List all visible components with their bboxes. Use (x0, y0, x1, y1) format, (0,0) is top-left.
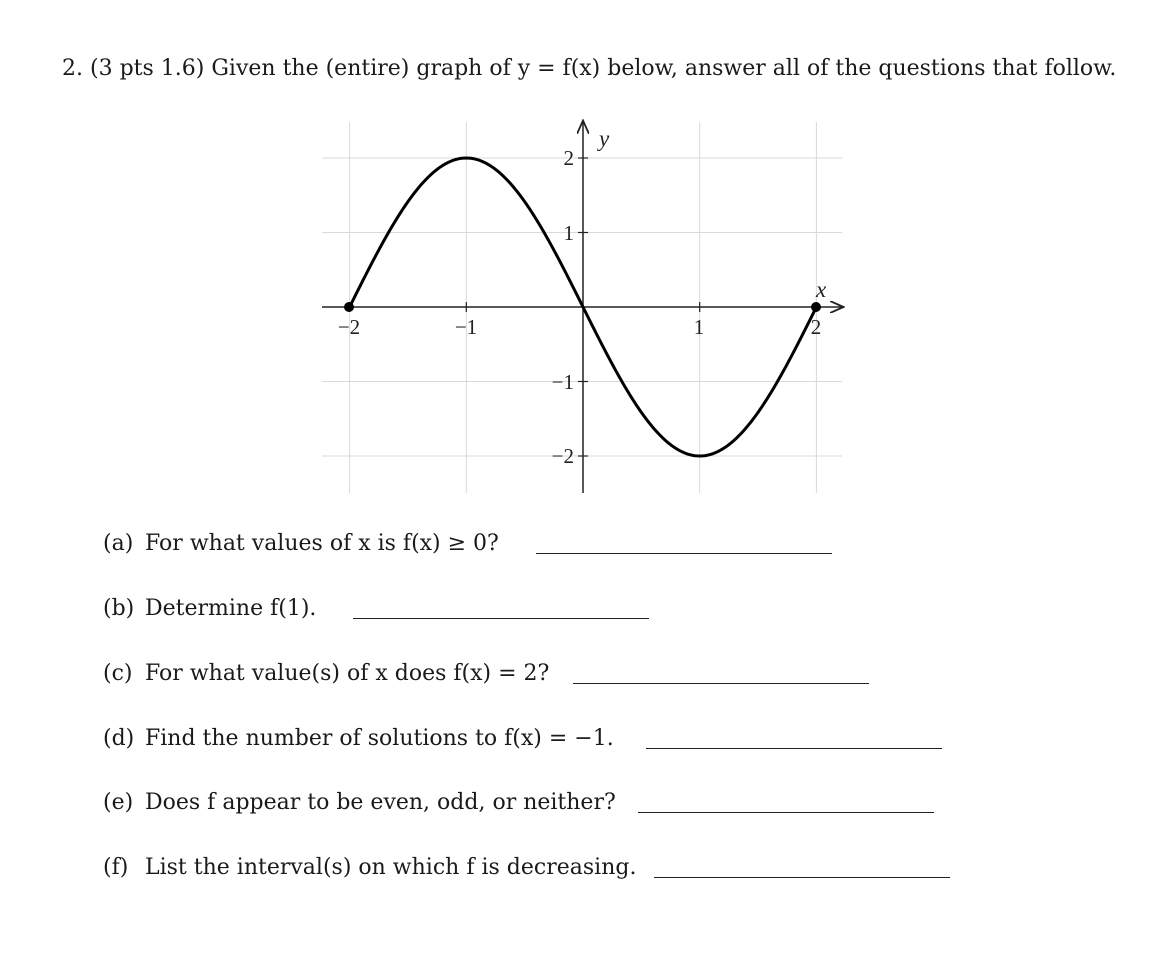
question-label: (c) (103, 661, 133, 686)
question-text: List the interval(s) on which f is decreasing. (145, 855, 637, 880)
x-axis-label: x (816, 277, 827, 302)
question-d (103, 726, 614, 751)
y-tick-label: 1 (563, 221, 574, 245)
y-tick-label: −1 (551, 370, 574, 394)
question-text: Does f appear to be even, odd, or neither? (145, 790, 616, 815)
question-label: (b) (103, 596, 135, 621)
problem-instruction: Given the (entire) graph of y = f(x) below, answer all of the questions that follow. (211, 56, 1117, 81)
problem-points: (3 pts 1.6) (90, 56, 205, 81)
answer-blank-e[interactable] (638, 812, 934, 813)
question-text: Find the number of solutions to f(x) = −1. (145, 726, 614, 751)
question-a (103, 531, 499, 556)
question-label: (e) (103, 790, 134, 815)
question-text: Determine f(1). (145, 596, 317, 621)
answer-blank-a[interactable] (536, 553, 832, 554)
y-tick-label: 2 (563, 146, 574, 170)
question-f (103, 855, 636, 880)
question-c (103, 661, 549, 686)
answer-blank-f[interactable] (654, 877, 950, 878)
x-tick-label: 1 (693, 315, 705, 339)
answer-blank-d[interactable] (646, 748, 942, 749)
question-b (103, 596, 316, 621)
y-tick-label: −2 (551, 444, 574, 468)
answer-blank-c[interactable] (573, 683, 869, 684)
problem-number: 2. (62, 56, 83, 81)
endpoint-right (811, 302, 821, 312)
question-e (103, 790, 616, 815)
question-text: For what value(s) of x does f(x) = 2? (145, 661, 550, 686)
question-label: (d) (103, 726, 135, 751)
question-label: (a) (103, 531, 134, 556)
endpoint-left (344, 302, 354, 312)
question-label: (f) (103, 855, 129, 880)
x-tick-label: 2 (810, 315, 822, 339)
question-text: For what values of x is f(x) ≥ 0? (145, 531, 499, 556)
y-axis-label: y (599, 126, 610, 151)
x-tick-label: −1 (454, 315, 478, 339)
answer-blank-b[interactable] (353, 618, 649, 619)
x-tick-label: −2 (337, 315, 361, 339)
